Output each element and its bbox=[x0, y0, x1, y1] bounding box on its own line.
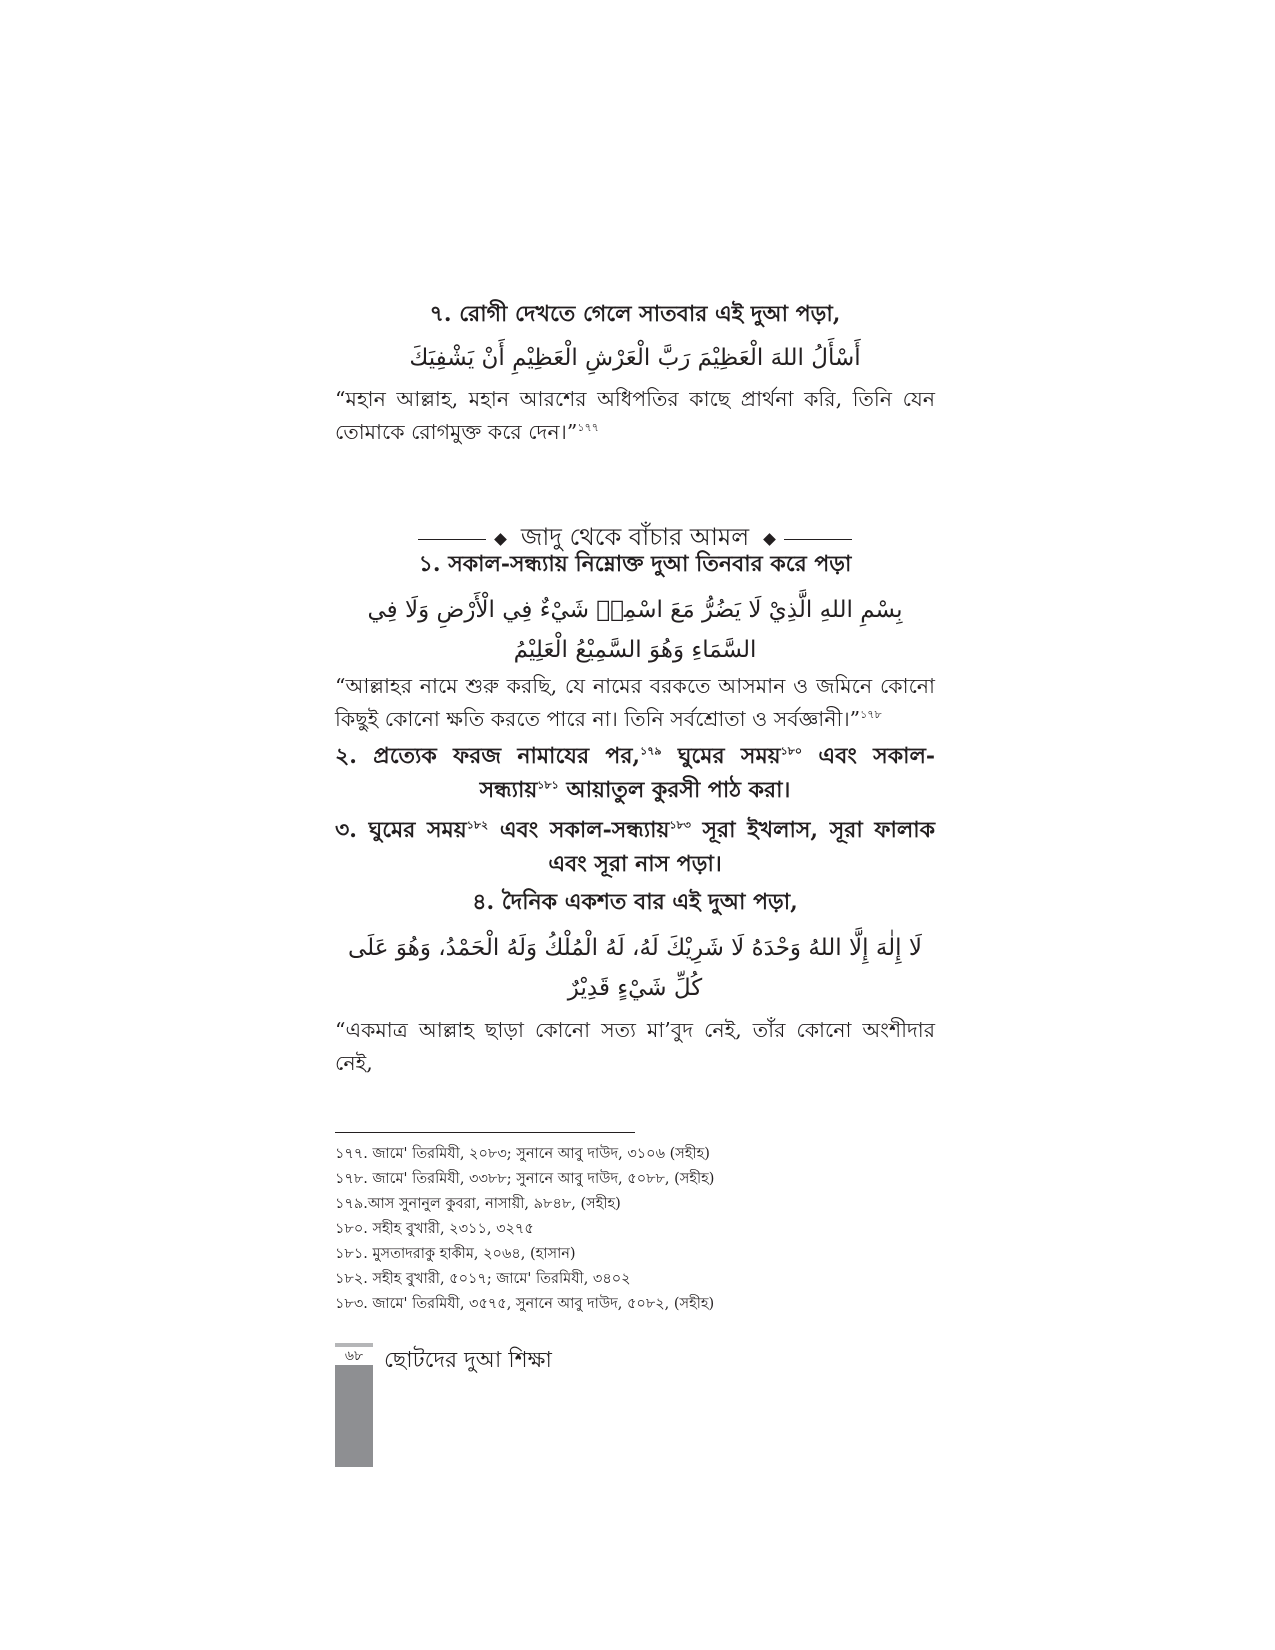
footnote-item: ১৮২. সহীহ বুখারী, ৫০১৭; জামে' তিরমিযী, ৩৪০২ bbox=[335, 1271, 631, 1287]
footnote-ref-177: ১৭৭ bbox=[577, 421, 599, 435]
footnote-item: ১৭৮. জামে' তিরমিযী, ৩৩৮৮; সুনানে আবু দাউদ, ৫০৮৮, (সহীহ) bbox=[335, 1171, 715, 1187]
item2-part1: ২. প্রত্যেক ফরজ নামাযের পর, bbox=[335, 743, 641, 769]
footnote-item: ১৭৭. জামে' তিরমিযী, ২০৮৩; সুনানে আবু দাউদ, ৩১০৬ (সহীহ) bbox=[335, 1146, 710, 1162]
title-rule-right bbox=[784, 539, 852, 540]
item7-arabic-wrap bbox=[335, 338, 935, 378]
diamond-ornament-icon bbox=[494, 533, 507, 546]
item7-translation-wrap bbox=[335, 383, 935, 449]
item7-block bbox=[335, 297, 935, 331]
footnote-divider bbox=[335, 1132, 635, 1133]
item2-part3: এবং সকাল-সন্ধ্যায় bbox=[479, 743, 935, 803]
item3-text bbox=[335, 813, 935, 881]
item7-arabic: أَسْأَلُ اللهَ الْعَظِيْمَ رَبَّ الْعَرْشِ الْعَظِيْمِ أَنْ يَشْفِيَكَ bbox=[409, 345, 861, 371]
item4-arabic: لَا إِلٰهَ إِلَّا اللهُ وَحْدَهُ لَا شَرِيْكَ لَهُ، لَهُ الْمُلْكُ وَلَهُ الْحَمْدُ، وَهُوَ عَلَى كُلِّ شَيْءٍ قَدِيْرٌ bbox=[348, 935, 922, 1001]
footnote-ref-182: ১৮২ bbox=[466, 818, 489, 832]
item2-block bbox=[335, 739, 935, 807]
item1-translation-text: “আল্লাহর নামে শুরু করছি, যে নামের বরকতে আসমান ও জমিনে কোনো কিছুই কোনো ক্ষতি করতে পারে না। তিনি সর্বশ্রোতা ও সর্বজ্ঞানী।” bbox=[335, 674, 935, 731]
item2-part4: আয়াতুল কুরসী পাঠ করা। bbox=[558, 777, 791, 803]
item4-block bbox=[335, 885, 935, 919]
item4-heading: ৪. দৈনিক একশত বার এই দুআ পড়া, bbox=[472, 889, 798, 915]
item7-translation bbox=[335, 383, 935, 449]
item1-translation-wrap bbox=[335, 670, 935, 736]
item4-translation: “একমাত্র আল্লাহ ছাড়া কোনো সত্য মা’বুদ নেই, তাঁর কোনো অংশীদার নেই, bbox=[335, 1018, 935, 1075]
item2-part2: ঘুমের সময় bbox=[661, 743, 781, 769]
item7-heading: ৭. রোগী দেখতে গেলে সাতবার এই দুআ পড়া, bbox=[429, 301, 841, 327]
footnote-item: ১৮১. মুসতাদরাকু হাকীম, ২০৬৪, (হাসান) bbox=[335, 1246, 576, 1262]
item3-part1: ৩. ঘুমের সময় bbox=[335, 817, 467, 843]
item1-arabic: بِسْمِ اللهِ الَّذِيْ لَا يَضُرُّ مَعَ اسْمِهٖ شَيْءٌ فِي الْأَرْضِ وَلَا فِي السَّمَاءِ وَهُوَ السَّمِيْعُ الْعَلِيْمُ bbox=[367, 597, 903, 663]
item2-text bbox=[335, 739, 935, 807]
footnote-ref-181: ১৮১ bbox=[537, 778, 559, 792]
item1-heading: ১. সকাল-সন্ধ্যায় নিম্নোক্ত দুআ তিনবার করে পড়া bbox=[418, 551, 852, 577]
footnote-item: ১৮৩. জামে' তিরমিযী, ৩৫৭৫, সুনানে আবু দাউদ, ৫০৮২, (সহীহ) bbox=[335, 1296, 715, 1312]
item3-part3: সূরা ইখলাস, সূরা ফালাক এবং সূরা নাস পড়া। bbox=[548, 817, 935, 877]
footnote-ref-183: ১৮৩ bbox=[669, 818, 691, 832]
footnote-ref-178: ১৭৮ bbox=[860, 708, 882, 722]
footnote-item: ১৭৯.আস সুনানুল কুবরা, নাসায়ী, ৯৮৪৮, (সহীহ) bbox=[335, 1196, 621, 1212]
footnotes-list bbox=[335, 1142, 935, 1317]
running-footer-title: ছোটদের দুআ শিক্ষা bbox=[384, 1348, 552, 1373]
item4-translation-wrap bbox=[335, 1014, 935, 1080]
item1-block bbox=[335, 547, 935, 581]
footnote-ref-180: ১৮০ bbox=[780, 744, 803, 758]
page-number: ৬৮ bbox=[335, 1347, 373, 1365]
title-rule-left bbox=[418, 539, 486, 540]
section-title-text: জাদু থেকে বাঁচার আমল bbox=[520, 523, 750, 551]
item4-arabic-wrap bbox=[335, 928, 935, 1008]
item7-translation-text: “মহান আল্লাহ, মহান আরশের অধিপতির কাছে প্রার্থনা করি, তিনি যেন তোমাকে রোগমুক্ত করে দেন।” bbox=[335, 387, 935, 444]
footnote-item: ১৮০. সহীহ বুখারী, ২৩১১, ৩২৭৫ bbox=[335, 1221, 534, 1237]
item3-part2: এবং সকাল-সন্ধ্যায় bbox=[488, 817, 670, 843]
item3-block bbox=[335, 813, 935, 881]
item1-translation bbox=[335, 670, 935, 736]
item1-arabic-wrap bbox=[335, 590, 935, 670]
diamond-ornament-icon bbox=[763, 533, 776, 546]
footnote-ref-179: ১৭৯ bbox=[640, 744, 662, 758]
